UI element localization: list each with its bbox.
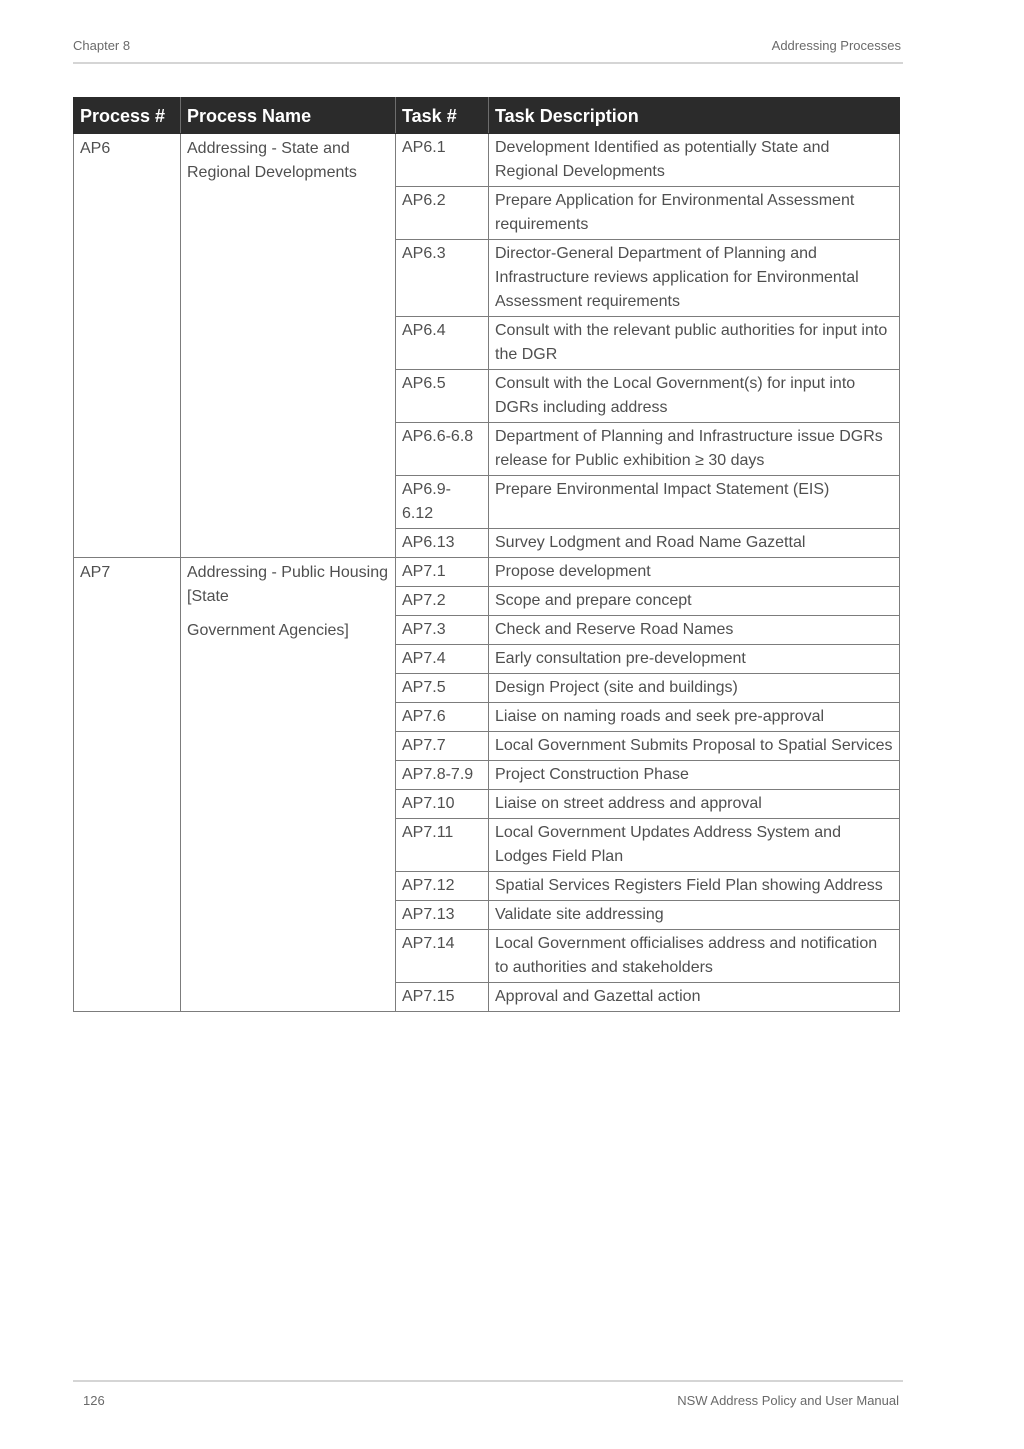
task-description-cell: Local Government Updates Address System and Lodges Field Plan — [489, 819, 900, 872]
task-number-cell: AP6.1 — [396, 134, 489, 187]
task-number-cell: AP6.9-6.12 — [396, 476, 489, 529]
header-rule — [73, 62, 903, 64]
task-number-cell: AP7.6 — [396, 703, 489, 732]
task-description-cell: Propose development — [489, 558, 900, 587]
task-description-cell: Design Project (site and buildings) — [489, 674, 900, 703]
task-description-cell: Consult with the Local Government(s) for input into DGRs including address — [489, 370, 900, 423]
table-row — [74, 558, 900, 587]
column-header-process-number: Process # — [74, 98, 181, 134]
task-number-cell: AP7.15 — [396, 983, 489, 1012]
task-number-cell: AP7.3 — [396, 616, 489, 645]
task-number-cell: AP7.12 — [396, 872, 489, 901]
process-table — [73, 97, 900, 1012]
task-description-cell: Scope and prepare concept — [489, 587, 900, 616]
task-description-cell: Development Identified as potentially State and Regional Developments — [489, 134, 900, 187]
task-description-cell: Department of Planning and Infrastructure issue DGRs release for Public exhibition ≥ 30 days — [489, 423, 900, 476]
task-number-cell: AP7.14 — [396, 930, 489, 983]
task-description-cell: Local Government Submits Proposal to Spatial Services — [489, 732, 900, 761]
task-number-cell: AP7.13 — [396, 901, 489, 930]
process-number-cell: AP6 — [74, 134, 181, 558]
process-name-line: Addressing - Public Housing [State — [187, 564, 388, 605]
table-header-row — [74, 98, 900, 134]
task-description-cell: Director-General Department of Planning and Infrastructure reviews application for Environmental Assessment requirements — [489, 240, 900, 317]
process-name-cell: Addressing - State and Regional Developments — [181, 134, 396, 558]
task-number-cell: AP6.5 — [396, 370, 489, 423]
task-description-cell: Survey Lodgment and Road Name Gazettal — [489, 529, 900, 558]
task-description-cell: Prepare Application for Environmental Assessment requirements — [489, 187, 900, 240]
task-description-cell: Early consultation pre-development — [489, 645, 900, 674]
task-number-cell: AP7.11 — [396, 819, 489, 872]
task-number-cell: AP7.2 — [396, 587, 489, 616]
task-description-cell: Validate site addressing — [489, 901, 900, 930]
task-description-cell: Consult with the relevant public authorities for input into the DGR — [489, 317, 900, 370]
task-number-cell: AP6.2 — [396, 187, 489, 240]
task-number-cell: AP7.10 — [396, 790, 489, 819]
column-header-task-number: Task # — [396, 98, 489, 134]
task-number-cell: AP6.13 — [396, 529, 489, 558]
task-description-cell: Check and Reserve Road Names — [489, 616, 900, 645]
page-number: 126 — [83, 1393, 105, 1408]
task-description-cell: Liaise on naming roads and seek pre-approval — [489, 703, 900, 732]
task-number-cell: AP6.3 — [396, 240, 489, 317]
publication-title: NSW Address Policy and User Manual — [677, 1393, 899, 1408]
chapter-label: Chapter 8 — [73, 38, 131, 53]
process-name-line: Government Agencies] — [187, 622, 349, 639]
task-description-cell: Liaise on street address and approval — [489, 790, 900, 819]
task-number-cell: AP7.1 — [396, 558, 489, 587]
task-description-cell: Prepare Environmental Impact Statement (EIS) — [489, 476, 900, 529]
task-description-cell: Approval and Gazettal action — [489, 983, 900, 1012]
task-number-cell: AP6.6-6.8 — [396, 423, 489, 476]
table-row — [74, 134, 900, 187]
process-name-cell — [181, 558, 396, 1012]
column-header-task-description: Task Description — [489, 98, 900, 134]
task-description-cell: Local Government officialises address and notification to authorities and stakeholders — [489, 930, 900, 983]
task-number-cell: AP6.4 — [396, 317, 489, 370]
task-description-cell: Spatial Services Registers Field Plan showing Address — [489, 872, 900, 901]
task-number-cell: AP7.4 — [396, 645, 489, 674]
task-number-cell: AP7.5 — [396, 674, 489, 703]
process-number-cell: AP7 — [74, 558, 181, 1012]
section-title: Addressing Processes — [771, 38, 901, 53]
task-number-cell: AP7.7 — [396, 732, 489, 761]
task-description-cell: Project Construction Phase — [489, 761, 900, 790]
column-header-process-name: Process Name — [181, 98, 396, 134]
task-number-cell: AP7.8-7.9 — [396, 761, 489, 790]
footer-rule — [73, 1380, 903, 1382]
